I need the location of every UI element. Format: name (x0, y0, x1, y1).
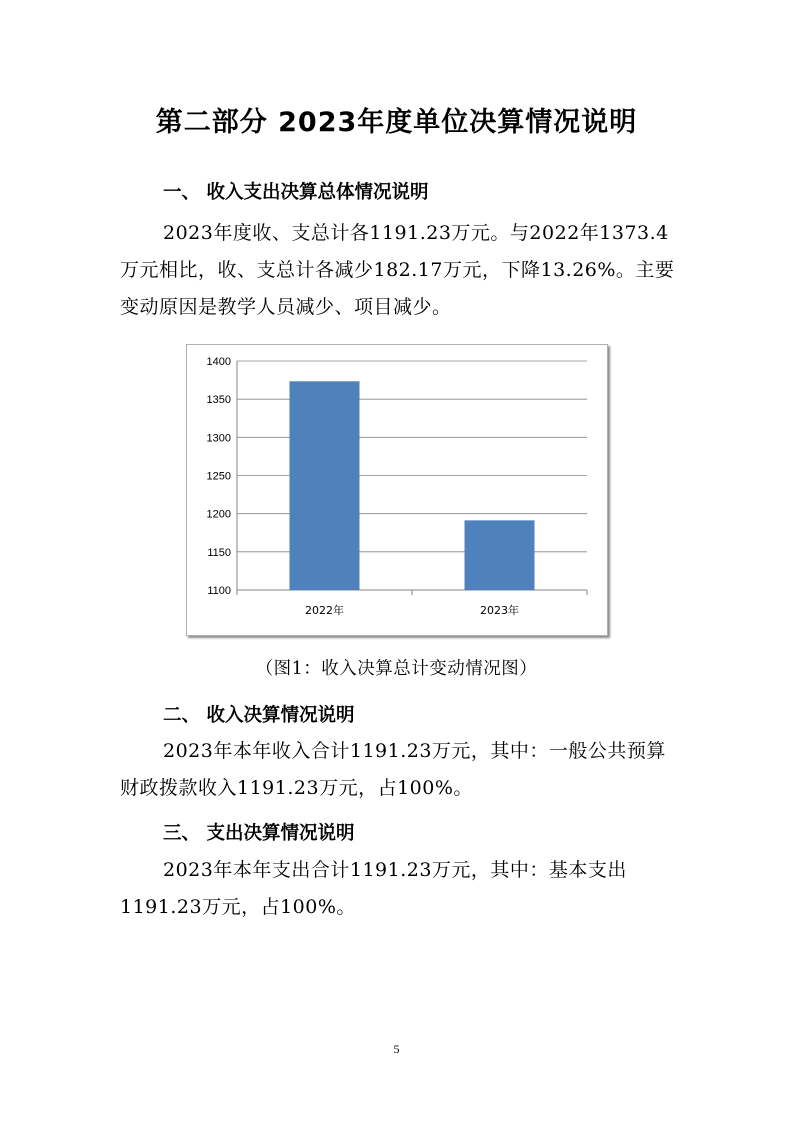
page-number: 5 (393, 1042, 400, 1056)
y-tick-label: 1150 (207, 546, 231, 559)
y-tick-label: 1400 (206, 356, 231, 368)
y-tick-label: 1300 (206, 432, 231, 445)
y-tick-label: 1350 (206, 394, 231, 407)
section-heading-1: 一、 收入支出决算总体情况说明 (163, 182, 429, 203)
section-body-1: 2023年度收、支总计各1191.23万元。与2022年1373.4万元相比，收、支总计各减少182.17万元，下降13.26%。主要变动原因是教学人员减少、项目减少。 (120, 222, 675, 318)
section-body-2: 2023年本年收入合计1191.23万元，其中：一般公共预算财政拨款收入1191.23万元，占100%。 (120, 740, 666, 799)
y-tick-label: 1100 (207, 585, 231, 597)
section-body-3: 2023年本年支出合计1191.23万元，其中：基本支出1191.23万元，占100%。 (120, 859, 627, 918)
revenue-change-chart (186, 344, 608, 636)
figure-caption: （图1：收入决算总计变动情况图） (255, 659, 538, 679)
x-tick-label: 2023年 (480, 604, 519, 617)
bar-2023年 (465, 520, 535, 590)
y-tick-label: 1250 (206, 470, 231, 483)
x-tick-label: 2022年 (305, 604, 344, 617)
bar-2022年 (290, 381, 360, 590)
section-heading-3: 三、 支出决算情况说明 (163, 823, 355, 844)
page-title: 第二部分 2023年度单位决算情况说明 (155, 107, 638, 138)
section-heading-2: 二、 收入决算情况说明 (163, 705, 355, 726)
chart-canvas (187, 345, 607, 635)
y-tick-label: 1200 (206, 508, 231, 521)
